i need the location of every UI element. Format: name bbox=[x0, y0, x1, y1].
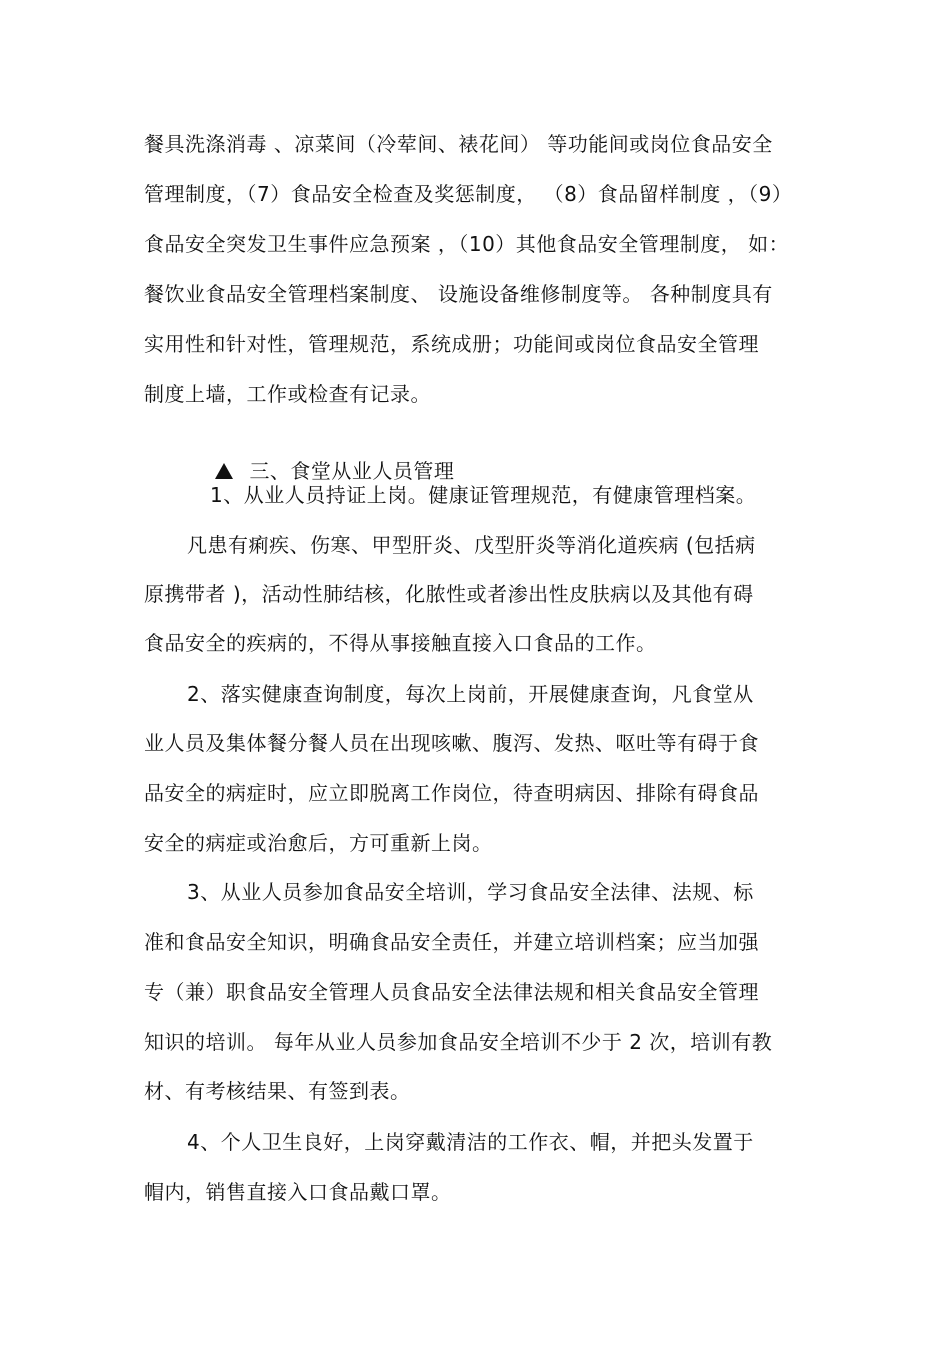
paragraph-3-line: 材、有考核结果、有签到表。 bbox=[144, 1079, 411, 1103]
paragraph-3-line: 知识的培训。 每年从业人员参加食品安全培训不少于 2 次，培训有教 bbox=[144, 1030, 773, 1054]
paragraph-4-line: 帽内，销售直接入口食品戴口罩。 bbox=[144, 1180, 452, 1204]
paragraph-2-line: 2、落实健康查询制度，每次上岗前，开展健康查询，凡食堂从 bbox=[187, 682, 754, 706]
paragraph-1-line: 原携带者 )，活动性肺结核，化脓性或者渗出性皮肤病以及其他有碍 bbox=[144, 582, 754, 606]
text-line: 食品安全突发卫生事件应急预案 ，（10）其他食品安全管理制度， 如： bbox=[144, 232, 790, 256]
text-line: 管理制度，（7）食品安全检查及奖惩制度， （8）食品留样制度 ，（9） bbox=[144, 182, 793, 206]
paragraph-3-line: 准和食品安全知识，明确食品安全责任，并建立培训档案；应当加强 bbox=[144, 930, 759, 954]
paragraph-1-line: 食品安全的疾病的，不得从事接触直接入口食品的工作。 bbox=[144, 631, 657, 655]
text-line: 餐具洗涤消毒 、凉菜间（冷荤间、裱花间） 等功能间或岗位食品安全 bbox=[144, 132, 773, 156]
paragraph-2-line: 安全的病症或治愈后，方可重新上岗。 bbox=[144, 831, 493, 855]
item-1-title: 1、从业人员持证上岗。健康证管理规范，有健康管理档案。 bbox=[210, 483, 757, 507]
paragraph-1-line: 凡患有痢疾、伤寒、甲型肝炎、戊型肝炎等消化道疾病 (包括病 bbox=[187, 533, 756, 557]
text-line: 制度上墙，工作或检查有记录。 bbox=[144, 382, 431, 406]
text-line: 实用性和针对性，管理规范，系统成册；功能间或岗位食品安全管理 bbox=[144, 332, 759, 356]
paragraph-3-line: 3、从业人员参加食品安全培训，学习食品安全法律、法规、标 bbox=[187, 880, 754, 904]
paragraph-2-line: 业人员及集体餐分餐人员在出现咳嗽、腹泻、发热、呕吐等有碍于食 bbox=[144, 731, 759, 755]
paragraph-4-line: 4、个人卫生良好，上岗穿戴清洁的工作衣、帽，并把头发置于 bbox=[187, 1130, 754, 1154]
section-heading: 三、食堂从业人员管理 bbox=[249, 459, 455, 483]
paragraph-2-line: 品安全的病症时，应立即脱离工作岗位，待查明病因、排除有碍食品 bbox=[144, 781, 759, 805]
triangle-bullet-icon bbox=[215, 463, 233, 479]
text-line: 餐饮业食品安全管理档案制度、 设施设备维修制度等。 各种制度具有 bbox=[144, 282, 773, 306]
paragraph-3-line: 专（兼）职食品安全管理人员食品安全法律法规和相关食品安全管理 bbox=[144, 980, 759, 1004]
